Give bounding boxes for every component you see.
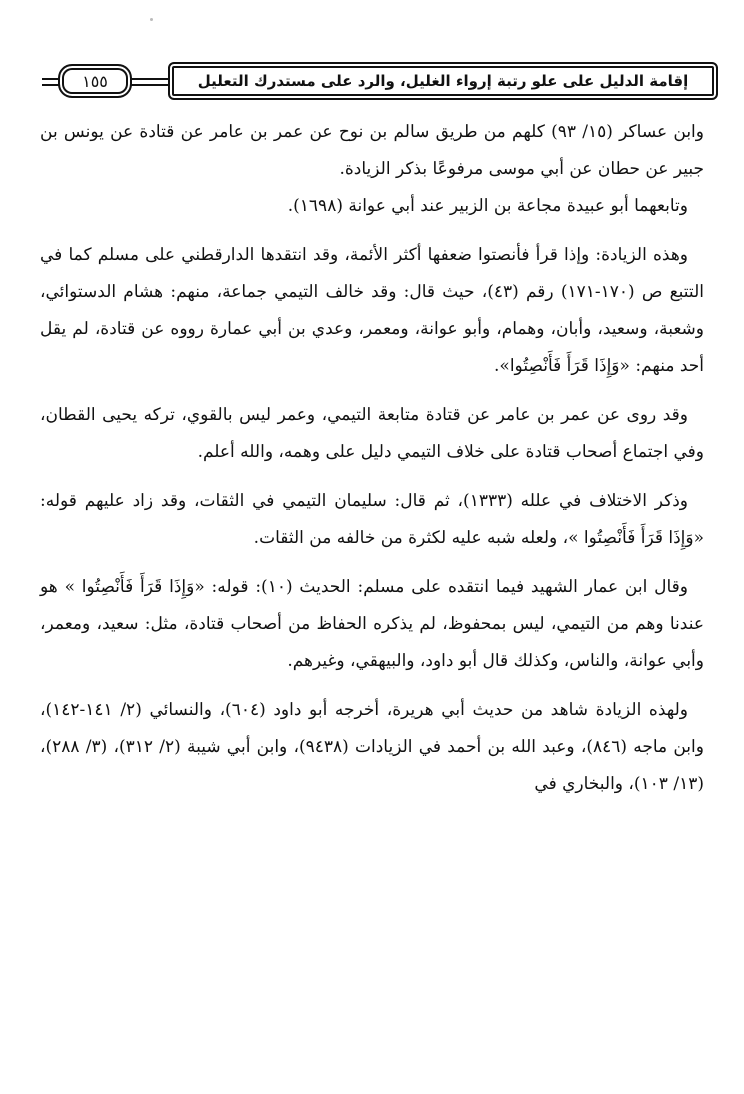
paragraph: وقد روى عن عمر بن عامر عن قتادة متابعة التيمي، وعمر ليس بالقوي، تركه يحيى القطان، وفي اجتماع أصحاب قتادة على خلاف التيمي دليل على وهمه، والله أعلم. bbox=[40, 405, 704, 462]
paragraph: وهذه الزيادة: وإذا قرأ فأنصتوا ضعفها أكثر الأئمة، وقد انتقدها الدارقطني على مسلم كما في التتبع ص (١٧٠-١٧١) رقم (٤٣)، حيث قال: وقد خالف التيمي جماعة، منهم: هشام الدستوائي، وشعبة، وسعيد، وأبان، وهمام، وأبو عوانة، ومعمر، وعدي بن أبي عمارة رووه عن قتادة، لم يقل أحد منهم: «وَإِذَا قَرَأَ فَأَنْصِتُوا». bbox=[40, 245, 704, 376]
speck bbox=[150, 18, 153, 21]
paragraph: وقال ابن عمار الشهيد فيما انتقده على مسلم: الحديث (١٠): قوله: «وَإِذَا قَرَأَ فَأَنْصِتُوا » هو عندنا وهم من التيمي، ليس بمحفوظ، لم يذكره الحفاظ من أصحاب قتادة، مثل: سعيد، ومعمر، وأبي عوانة، والناس، وكذلك قال أبو داود، والبيهقي، وغيرهم. bbox=[40, 577, 704, 671]
page-body bbox=[40, 114, 704, 803]
paragraph: وتابعهما أبو عبيدة مجاعة بن الزبير عند أبي عوانة (١٦٩٨). bbox=[287, 196, 688, 216]
paragraph: وذكر الاختلاف في علله (١٣٣٣)، ثم قال: سليمان التيمي في الثقات، وقد زاد عليهم قوله: «وَإِذَا قَرَأَ فَأَنْصِتُوا »، ولعله شبه عليه لكثرة من خالفه من الثقات. bbox=[40, 491, 704, 548]
running-title: إقامة الدليل على علو رتبة إرواء الغليل، والرد على مستدرك التعليل bbox=[197, 72, 689, 90]
paragraph: وابن عساكر (١٥/ ٩٣) كلهم من طريق سالم بن نوح عن عمر بن عامر عن قتادة عن يونس بن جبير عن حطان عن أبي موسى مرفوعًا بذكر الزيادة. bbox=[40, 122, 704, 179]
paragraph: ولهذه الزيادة شاهد من حديث أبي هريرة، أخرجه أبو داود (٦٠٤)، والنسائي (٢/ ١٤١-١٤٢)، وابن ماجه (٨٤٦)، وعبد الله بن أحمد في الزيادات (٩٤٣٨)، وابن أبي شيبة (٢/ ٣١٢)، (٣/ ٢٨٨)، (١٣/ ١٠٣)، والبخاري في bbox=[40, 700, 704, 794]
page-header bbox=[42, 62, 718, 114]
running-title-frame bbox=[168, 62, 718, 100]
page-number-frame bbox=[58, 64, 132, 98]
page-number: ١٥٥ bbox=[82, 71, 108, 91]
